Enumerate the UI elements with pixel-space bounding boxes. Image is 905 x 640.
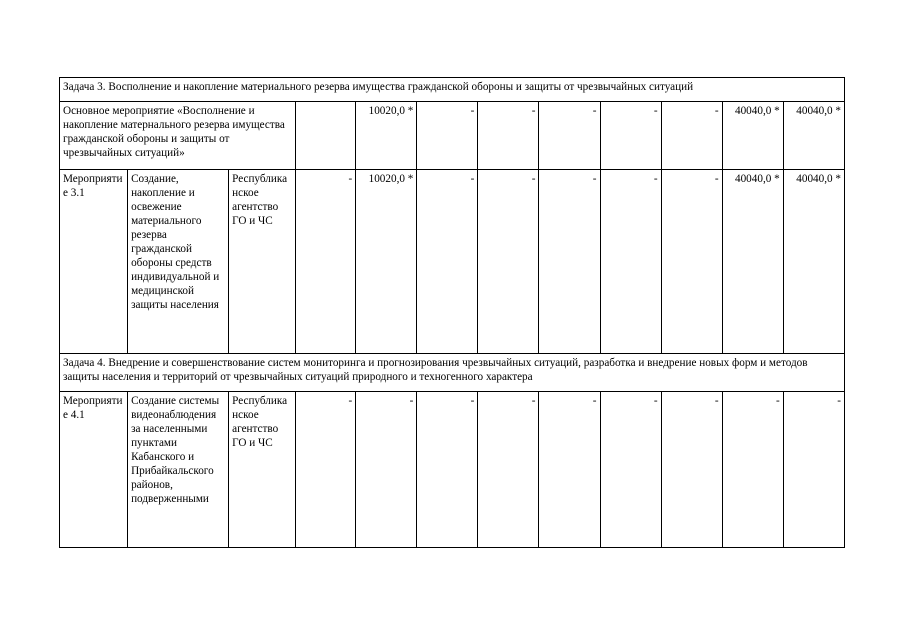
task-3-title: Задача 3. Восполнение и накопление материального резерва имущества гражданской обороны и защиты от чрезвычайных ситуаций — [60, 78, 845, 102]
activity-3-1-row — [60, 170, 845, 354]
value-cell: - — [478, 102, 539, 170]
value-cell: - — [661, 392, 722, 548]
value-cell: - — [478, 392, 539, 548]
value-cell: 40040,0 * — [783, 170, 844, 354]
activity-executor: Республиканское агентство ГО и ЧС — [229, 392, 296, 548]
task-4-row — [60, 354, 845, 392]
activity-4-1-row — [60, 392, 845, 548]
value-cell: - — [417, 392, 478, 548]
value-cell: - — [296, 170, 356, 354]
activity-code: Мероприятие 3.1 — [60, 170, 128, 354]
main-activity-row — [60, 102, 845, 170]
value-cell: - — [661, 102, 722, 170]
value-cell: - — [661, 170, 722, 354]
task-3-row — [60, 78, 845, 102]
value-cell: - — [478, 170, 539, 354]
value-cell: 40040,0 * — [722, 170, 783, 354]
value-cell: - — [539, 392, 600, 548]
value-cell: - — [783, 392, 844, 548]
main-activity-label: Основное мероприятие «Восполнение и накопление матернального резерва имущества гражданской обороны и защиты от чрезвычайных ситуаций» — [60, 102, 296, 170]
value-cell: 40040,0 * — [783, 102, 844, 170]
value-cell — [296, 102, 356, 170]
value-cell: - — [356, 392, 417, 548]
program-table — [59, 77, 845, 548]
value-cell: 10020,0 * — [356, 170, 417, 354]
value-cell: - — [539, 170, 600, 354]
value-cell: - — [722, 392, 783, 548]
value-cell: - — [600, 102, 661, 170]
activity-code: Мероприятие 4.1 — [60, 392, 128, 548]
value-cell: - — [296, 392, 356, 548]
value-cell: - — [417, 170, 478, 354]
activity-executor: Республиканское агентство ГО и ЧС — [229, 170, 296, 354]
value-cell: - — [600, 170, 661, 354]
value-cell: - — [417, 102, 478, 170]
value-cell: - — [600, 392, 661, 548]
value-cell: - — [539, 102, 600, 170]
value-cell: 40040,0 * — [722, 102, 783, 170]
activity-name: Создание системы видеонаблюдения за населенными пунктами Кабанского и Прибайкальского районов, подверженными — [128, 392, 229, 548]
task-4-title: Задача 4. Внедрение и совершенствование систем мониторинга и прогнозирования чрезвычайных ситуаций, разработка и внедрение новых форм и методов защиты населения и территорий от чрезвычайных ситуаций природного и техногенного характера — [60, 354, 845, 392]
activity-name: Создание, накопление и освежение материального резерва гражданской обороны средств индивидуальной и медицинской защиты населения — [128, 170, 229, 354]
value-cell: 10020,0 * — [356, 102, 417, 170]
